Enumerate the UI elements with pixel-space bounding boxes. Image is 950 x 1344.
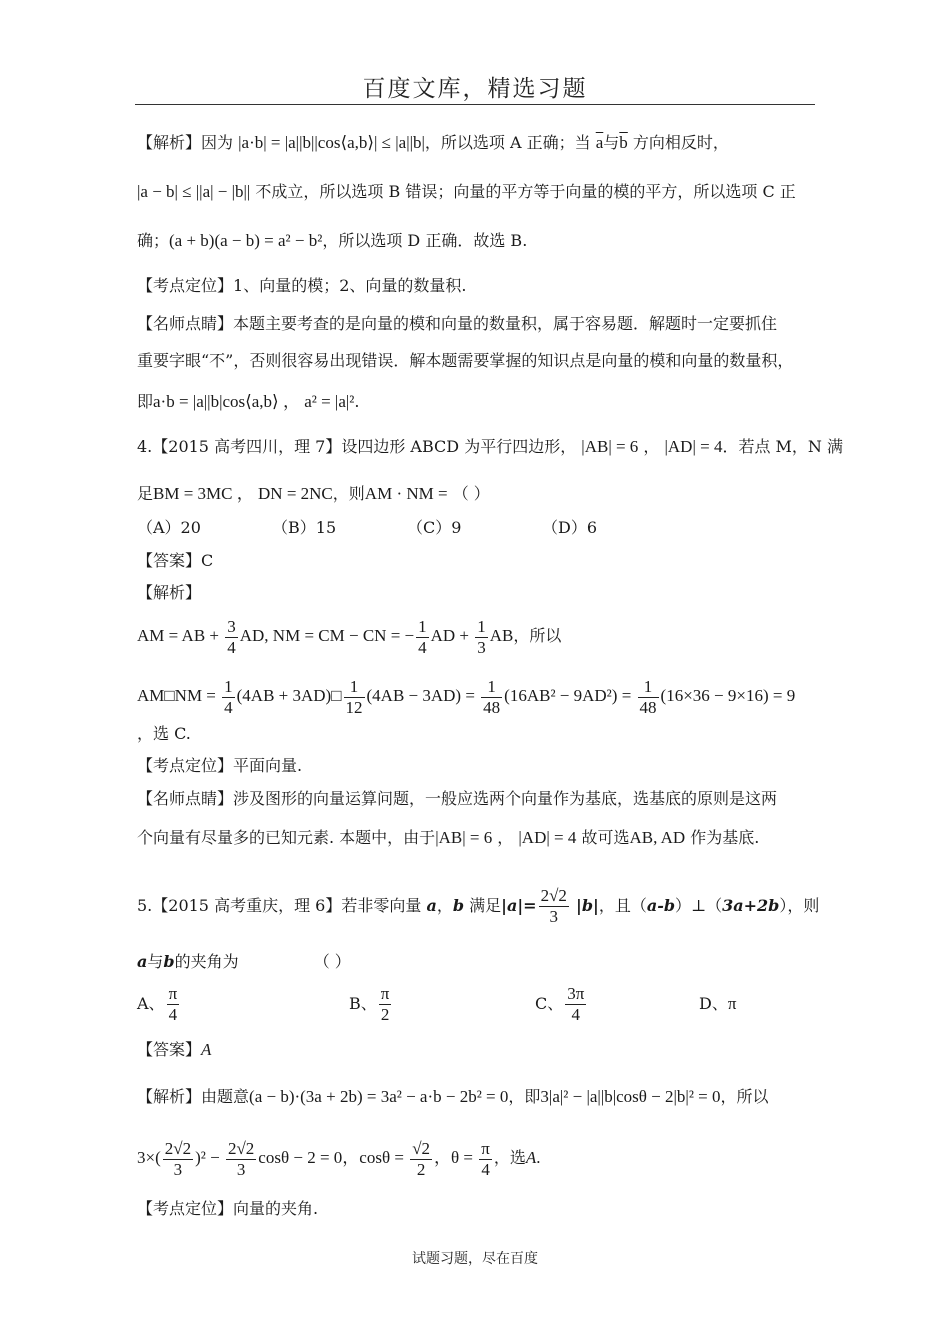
q5-kaodian: 【考点定位】向量的夹角. — [137, 1199, 319, 1218]
q5-analysis-line-1: 【解析】由题意(a − b)·(3a + 2b) = 3a² − a·b − 2b² = 0，即3|a|² − |a||b|cosθ − 2|b|² = 0，所以 — [137, 1087, 769, 1106]
answer-value: A — [201, 1040, 212, 1059]
math-expression: |AB| = 6 — [435, 828, 493, 847]
fraction: $\frac{\pi}{2}$ — [380, 984, 390, 1024]
fraction: $\frac{2√2}{3}$ — [164, 1138, 192, 1179]
q3-dianjing-line-1: 【名师点睛】本题主要考查的是向量的模和向量的数量积，属于容易题．解题时一定要抓住 — [137, 314, 778, 333]
q4-dianjing-line-1: 【名师点睛】涉及图形的向量运算问题，一般应选两个向量作为基底，选基底的原则是这两 — [137, 789, 778, 808]
kaodian-label: 【考点定位】 — [137, 1199, 234, 1218]
q4-kaodian: 【考点定位】平面向量. — [137, 756, 303, 775]
q5-stem-line-1: 5.【2015 高考重庆，理 6】若非零向量 a，b 满足|a|= $\frac{2√2}{3}$ |b|，且（a-b）⊥（3a+2b），则 — [137, 886, 820, 926]
question-source: 【2015 高考重庆，理 6】 — [152, 896, 342, 915]
q3-dianjing-line-2: 重要字眼“不”，否则很容易出现错误．解本题需要掌握的知识点是向量的模和向量的数量积， — [137, 351, 794, 370]
fraction: $\frac{1}{4}$ — [224, 676, 233, 717]
answer-value: C — [201, 551, 214, 570]
math-expression: AM · NM = — [364, 484, 448, 503]
page-footer: 试题习题，尽在百度 — [412, 1251, 538, 1267]
option-b: B、 $\frac{\pi}{2}$ — [349, 984, 390, 1024]
option-d: D、π — [699, 994, 737, 1013]
fraction: $\frac{1}{4}$ — [418, 616, 427, 657]
q4-stem-line-1: 4.【2015 高考四川，理 7】设四边形 ABCD 为平行四边形， |AB| = 6 ， |AD| = 4．若点 M，N 满 — [137, 437, 844, 456]
fraction: $\frac{√2}{2}$ — [412, 1138, 431, 1179]
q4-analysis-label: 【解析】 — [137, 583, 202, 602]
page-header-title: 百度文库，精选习题 — [362, 76, 588, 102]
answer-label: 【答案】 — [137, 551, 202, 570]
q3-analysis-line-1: 【解析】因为 |a·b| = |a||b||cos⟨a,b⟩| ≤ |a||b|，所以选项 A 正确；当 $\overline{a}$与$\overline{b}$ 方向相反时， — [137, 133, 729, 152]
q5-answer — [137, 1040, 211, 1060]
math-expression: 3|a|² − |a||b|cosθ − 2|b|² = 0 — [540, 1087, 721, 1106]
q5-stem-line-2: a与b的夹角为 （ ） — [137, 952, 351, 971]
option-a: （A）20 — [137, 518, 201, 537]
fraction: $\frac{\pi}{4}$ — [168, 984, 178, 1024]
dianjing-label: 【名师点睛】 — [137, 314, 234, 333]
analysis-label: 【解析】 — [137, 133, 202, 152]
option-c: C、 $\frac{3\pi}{4}$ — [535, 984, 585, 1024]
fraction: $\frac{3}{4}$ — [227, 616, 236, 657]
kaodian-label: 【考点定位】 — [137, 276, 234, 295]
math-expression: a·b = |a||b|cos⟨a,b⟩ ， a² = |a|² — [153, 392, 355, 411]
option-c: （C）9 — [407, 518, 462, 537]
fraction: $\frac{3\pi}{4}$ — [567, 984, 585, 1024]
fraction: $\frac{1}{48}$ — [483, 676, 501, 717]
option-b: （B）15 — [272, 518, 337, 537]
option-d: （D）6 — [542, 518, 598, 537]
fraction: $\frac{2√2}{3}$ — [227, 1138, 255, 1179]
q3-kaodian: 【考点定位】1、向量的模；2、向量的数量积. — [137, 276, 467, 295]
math-expression: |AD| = 4 — [664, 437, 723, 456]
question-number: 5. — [137, 896, 153, 915]
math-expression: |AD| = 4 — [518, 828, 577, 847]
q3-analysis-line-2: |a − b| ≤ ||a| − |b|| 不成立，所以选项 B 错误；向量的平方等于向量的模的平方，所以选项 C 正 — [137, 182, 796, 201]
header-divider — [135, 104, 815, 105]
q4-stem-line-2: 足BM = 3MC ， DN = 2NC，则AM · NM = （ ） — [137, 484, 490, 503]
q3-dianjing-line-3: 即a·b = |a||b|cos⟨a,b⟩ ， a² = |a|². — [137, 392, 360, 411]
dianjing-label: 【名师点睛】 — [137, 789, 234, 808]
math-expression: (a − b)·(3a + 2b) = 3a² − a·b − 2b² = 0 — [249, 1087, 509, 1106]
q4-solution-line-2: AM□NM = $\frac{1}{4}$ (4AB + 3AD)□ $\frac{1}{12}$ (4AB − 3AD) = $\frac{1}{48}$ (16AB² − 9AD²) = $\frac{1}{48}$ (16×36 − 9×16) = 9 — [137, 676, 796, 717]
fraction: $\frac{1}{3}$ — [477, 616, 486, 657]
q4-solution-line-3: ，选 C. — [137, 724, 191, 743]
fraction: $\frac{\pi}{4}$ — [481, 1138, 490, 1179]
question-source: 【2015 高考四川，理 7】 — [152, 437, 342, 456]
q5-analysis-line-2: 3×( $\frac{2√2}{3}$ )² − $\frac{2√2}{3}$ cosθ − 2 = 0，cosθ = $\frac{√2}{2}$ ，θ = $\frac{\pi}{4}$ ，选A. — [137, 1138, 541, 1179]
q4-solution-line-1: AM = AB + $\frac{3}{4}$ AD, NM = CM − CN = − $\frac{1}{4}$ AD + $\frac{1}{3}$ AB，所以 — [137, 616, 562, 657]
math-expression: (a + b)(a − b) = a² − b² — [169, 231, 323, 250]
math-expression: AB, AD — [629, 828, 686, 847]
fraction: $\frac{2√2}{3}$ — [540, 886, 567, 926]
answer-label: 【答案】 — [137, 1040, 202, 1059]
kaodian-label: 【考点定位】 — [137, 756, 234, 775]
q4-answer — [137, 551, 213, 571]
option-a: A、 $\frac{\pi}{4}$ — [137, 984, 178, 1024]
math-expression: |AB| = 6 — [581, 437, 639, 456]
q4-options — [137, 518, 597, 538]
fraction: $\frac{1}{12}$ — [345, 676, 363, 717]
q5-options — [137, 984, 736, 1025]
q3-analysis-line-3: 确；(a + b)(a − b) = a² − b²，所以选项 D 正确．故选 B. — [137, 231, 528, 250]
question-number: 4. — [137, 437, 153, 456]
fraction: $\frac{1}{48}$ — [639, 676, 657, 717]
math-expression: |a − b| ≤ ||a| − |b|| — [137, 182, 251, 201]
math-expression: |a·b| = |a||b||cos⟨a,b⟩| ≤ |a||b| — [238, 133, 425, 152]
q4-dianjing-line-2: 个向量有尽量多的已知元素. 本题中，由于|AB| = 6 ， |AD| = 4 故可选AB, AD 作为基底. — [137, 828, 760, 847]
math-expression: BM = 3MC ， DN = 2NC — [153, 484, 333, 503]
analysis-label: 【解析】 — [137, 1087, 202, 1106]
